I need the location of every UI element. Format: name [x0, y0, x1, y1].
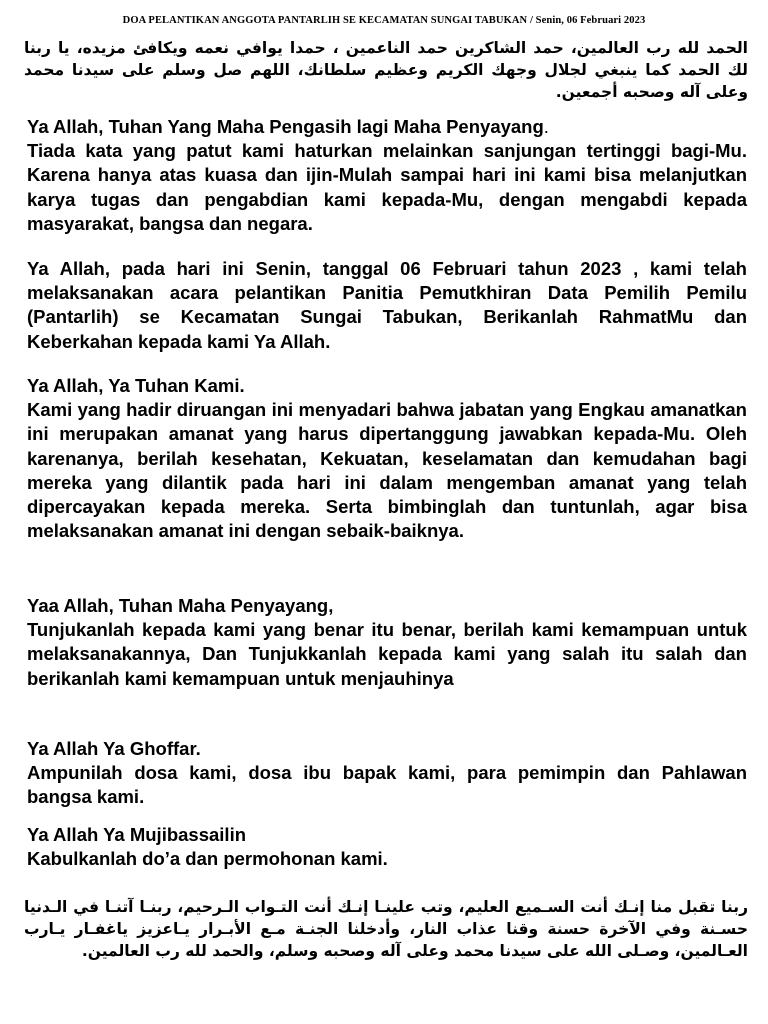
paragraph-1	[27, 115, 747, 236]
paragraph-5	[27, 737, 747, 810]
paragraph-6	[27, 823, 747, 871]
paragraph-4-body: Tunjukanlah kepada kami yang benar itu benar, berilah kami kemampuan untuk melaksanakannya, Dan Tunjukkanlah kepada kami yang salah itu salah dan berikanlah kami kemampuan untuk menjauhinya	[27, 619, 747, 689]
paragraph-4	[27, 594, 747, 691]
paragraph-5-body: Ampunilah dosa kami, dosa ibu bapak kami, para pemimpin dan Pahlawan bangsa kami.	[27, 762, 747, 808]
arabic-opening-prayer: الحمد لله رب العالمين، حمد الشاكرين حمد الناعمين ، حمدا يوافي نعمه ويكافئ مزيده، يا ربنا لك الحمد كما ينبغي لجلال وجهك الكريم وعظيم سلطانك، اللهم صل وسلم على سيدنا محمد وعلى آله وصحبه أجمعين.	[24, 39, 748, 101]
paragraph-3	[27, 374, 747, 543]
document-header: DOA PELANTIKAN ANGGOTA PANTARLIH SE KECAMATAN SUNGAI TABUKAN / Senin, 06 Februari 2023	[122, 15, 646, 26]
paragraph-1-body: Tiada kata yang patut kami haturkan melainkan sanjungan tertinggi bagi-Mu. Karena hanya atas kuasa dan ijin-Mulah sampai hari ini kami bisa melanjutkan karya tugas dan pengabdian kami kepada-Mu, dengan mengabdi kepada masyarakat, bangsa dan negara.	[27, 140, 747, 234]
paragraph-2	[27, 257, 747, 354]
paragraph-6-title: Ya Allah Ya Mujibassailin	[27, 824, 247, 845]
paragraph-4-title: Yaa Allah, Tuhan Maha Penyayang,	[27, 595, 334, 616]
arabic-closing-prayer: ربنا تقبل منا إنـك أنت السـميع العليم، وتب علينـا إنـك أنت التـواب الـرحيم، ربنـا آتنـا في الـدنيا حسـنة وفي الآخرة حسنة وقنا عذاب النار، وأدخلنا الجنـة مـع الأبـرار يـاعزيز ياغفـار يـارب العـالمين، وصـلى الله على سيدنا محمد وعلى آله وصحبه وسلم، والحمد لله رب العالمين.	[24, 898, 748, 960]
paragraph-3-body: Kami yang hadir diruangan ini menyadari bahwa jabatan yang Engkau amanatkan ini merupakan amanat yang harus dipertanggung jawabkan kepada-Mu. Oleh karenanya, berilah kesehatan, Kekuatan, keselamatan dan kemudahan bagi mereka yang dilantik pada hari ini dalam mengemban amanat yang telah dipercayakan kepada mereka. Serta bimbinglah dan tuntunlah, agar bisa melaksanakan amanat ini dengan sebaik-baiknya.	[27, 399, 747, 542]
paragraph-1-title-suffix: .	[543, 116, 549, 137]
paragraph-1-title: Ya Allah, Tuhan Yang Maha Pengasih lagi Maha Penyayang	[27, 116, 544, 137]
paragraph-6-body: Kabulkanlah do’a dan permohonan kami.	[27, 848, 388, 870]
paragraph-5-title: Ya Allah Ya Ghoffar.	[27, 738, 201, 759]
paragraph-3-title: Ya Allah, Ya Tuhan Kami.	[27, 375, 245, 396]
paragraph-2-body: Ya Allah, pada hari ini Senin, tanggal 06 Februari tahun 2023 , kami telah melaksanakan acara pelantikan Panitia Pemutkhiran Data Pemilih Pemilu (Pantarlih) se Kecamatan Sungai Tabukan, Berikanlah RahmatMu dan Keberkahan kepada kami Ya Allah.	[27, 258, 747, 352]
